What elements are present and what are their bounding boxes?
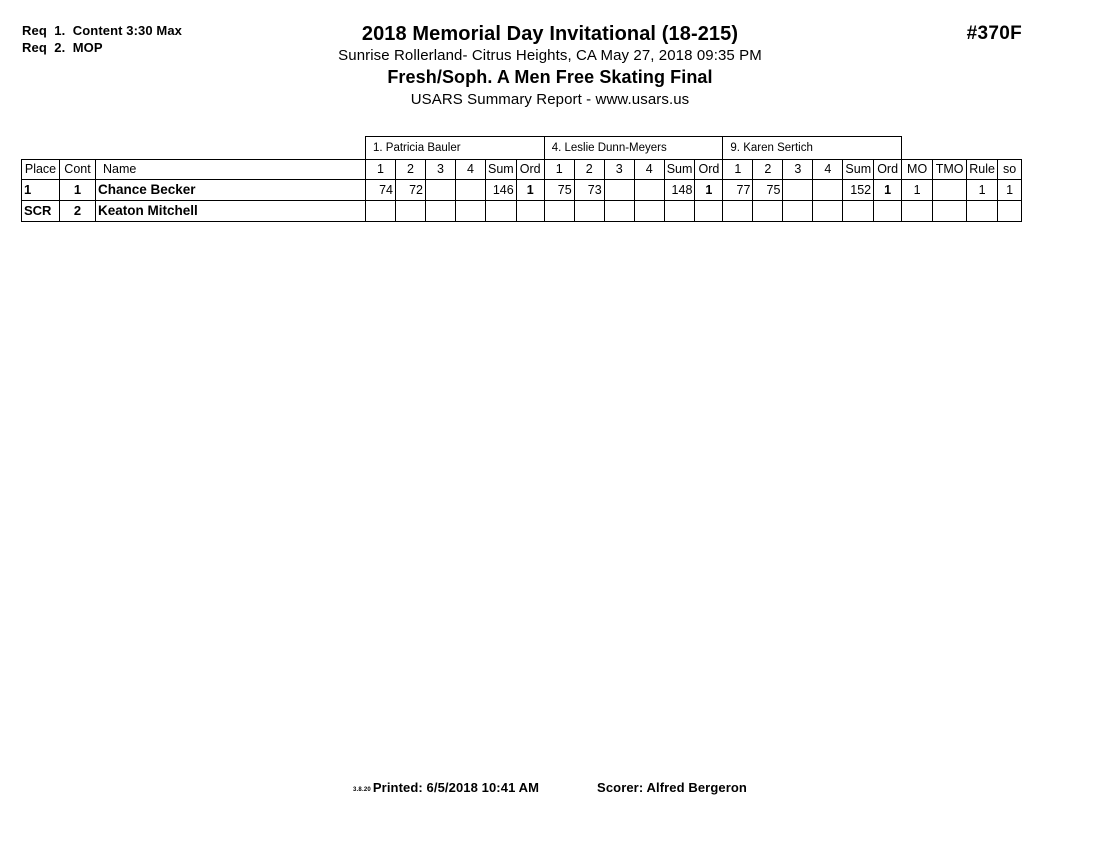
header-j1-ord: Ord [516,160,544,180]
header-j2-mark-2: 2 [574,160,604,180]
header-j3-mark-3: 3 [783,160,813,180]
report-subtitle: USARS Summary Report - www.usars.us [410,91,690,108]
row-j2-ord: 1 [695,180,723,201]
row-j2-mark-1 [544,201,574,222]
judge-banner-row [22,137,1022,160]
row-j3-sum: 152 [843,180,874,201]
judge-banner-tail-spacer [902,137,1022,160]
judge-header-1: 1. Patricia Bauler [366,137,545,160]
row-j3-mark-3 [783,180,813,201]
row-j3-mark-2 [753,201,783,222]
row-j1-ord [516,201,544,222]
header-j1-mark-3: 3 [426,160,456,180]
report-footer [0,780,1100,795]
header-j3-mark-2: 2 [753,160,783,180]
row-rule: 1 [967,180,998,201]
judge-header-2: 4. Leslie Dunn-Meyers [544,137,723,160]
row-j2-mark-3 [604,180,634,201]
row-mo [902,201,933,222]
judge-header-3: 9. Karen Sertich [723,137,902,160]
header-rule: Rule [967,160,998,180]
row-place: SCR [22,201,60,222]
row-j1-mark-4 [456,201,486,222]
row-j3-mark-3 [783,201,813,222]
header-j3-sum: Sum [843,160,874,180]
row-j3-ord: 1 [874,180,902,201]
header-mo: MO [902,160,933,180]
row-j1-ord: 1 [516,180,544,201]
row-j2-mark-2: 73 [574,180,604,201]
header-cont: Cont [60,160,96,180]
row-tmo [933,201,967,222]
row-j1-sum [486,201,517,222]
header-j3-ord: Ord [874,160,902,180]
row-j1-mark-1: 74 [366,180,396,201]
header-j1-mark-4: 4 [456,160,486,180]
requirement-line-2: Req 2. MOP [22,40,103,55]
row-so [998,201,1022,222]
results-table-container [21,136,1022,222]
row-name: Keaton Mitchell [96,201,366,222]
header-tmo: TMO [933,160,967,180]
row-j2-mark-2 [574,201,604,222]
venue-line: Sunrise Rollerland- Citrus Heights, CA May 27, 2018 09:35 PM [338,47,762,64]
event-number: #370F [966,23,1022,44]
row-j3-mark-4 [813,180,843,201]
row-j1-mark-2 [396,201,426,222]
row-name: Chance Becker [96,180,366,201]
table-row [22,201,1022,222]
printed-timestamp: Printed: 6/5/2018 10:41 AM [372,780,540,795]
requirement-line-1: Req 1. Content 3:30 Max [22,23,182,38]
row-j2-mark-4 [634,180,664,201]
header-so: so [998,160,1022,180]
results-table [21,136,1022,222]
footer-inner [353,780,747,795]
header-j1-mark-1: 1 [366,160,396,180]
row-j2-ord [695,201,723,222]
header-j2-mark-3: 3 [604,160,634,180]
table-row [22,180,1022,201]
header-j3-mark-1: 1 [723,160,753,180]
header-j1-sum: Sum [486,160,517,180]
row-j2-mark-4 [634,201,664,222]
header-j2-mark-1: 1 [544,160,574,180]
row-tmo [933,180,967,201]
row-cont: 1 [60,180,96,201]
event-title: Fresh/Soph. A Men Free Skating Final [387,67,713,87]
competition-title: 2018 Memorial Day Invitational (18-215) [361,23,739,45]
row-cont: 2 [60,201,96,222]
header-place: Place [22,160,60,180]
header-j3-mark-4: 4 [813,160,843,180]
row-j1-mark-3 [426,180,456,201]
row-j3-sum [843,201,874,222]
row-j1-mark-2: 72 [396,180,426,201]
row-j3-ord [874,201,902,222]
row-rule [967,201,998,222]
row-j2-sum [664,201,695,222]
row-j2-mark-3 [604,201,634,222]
row-place: 1 [22,180,60,201]
software-version: 3.8.20 [353,787,371,793]
row-mo: 1 [902,180,933,201]
row-j2-mark-1: 75 [544,180,574,201]
scorer-name: Scorer: Alfred Bergeron [597,780,747,795]
header-j2-ord: Ord [695,160,723,180]
row-so: 1 [998,180,1022,201]
row-j1-mark-3 [426,201,456,222]
row-j3-mark-2: 75 [753,180,783,201]
row-j1-mark-4 [456,180,486,201]
row-j1-mark-1 [366,201,396,222]
row-j2-sum: 148 [664,180,695,201]
column-header-row [22,160,1022,180]
row-j3-mark-1 [723,201,753,222]
row-j1-sum: 146 [486,180,517,201]
header-j2-mark-4: 4 [634,160,664,180]
header-j2-sum: Sum [664,160,695,180]
header-j1-mark-2: 2 [396,160,426,180]
row-j3-mark-1: 77 [723,180,753,201]
judge-banner-spacer [22,137,366,160]
row-j3-mark-4 [813,201,843,222]
report-header [0,22,1100,111]
header-name: Name [96,160,366,180]
